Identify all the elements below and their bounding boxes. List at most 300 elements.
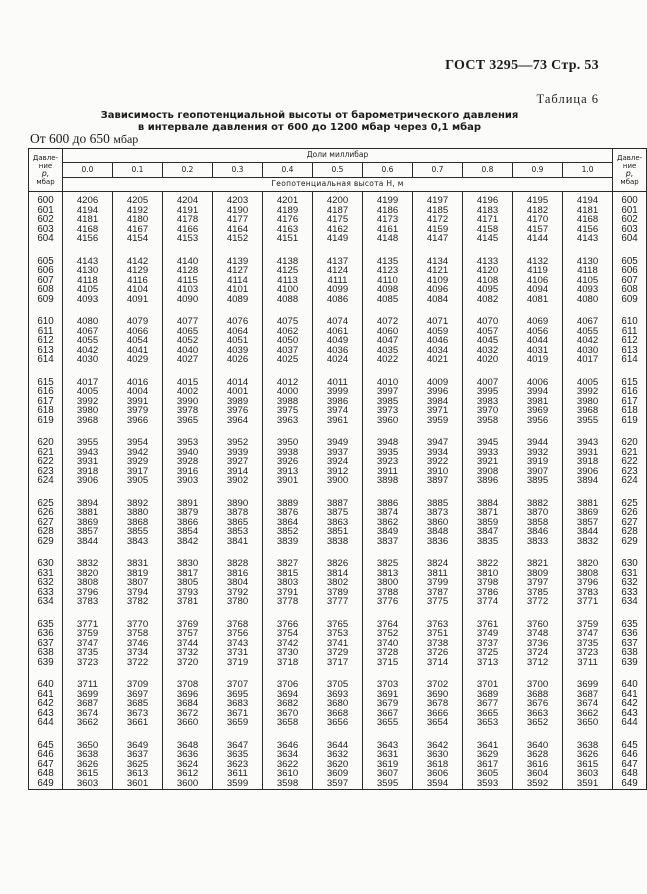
height-cell: 3898 (363, 476, 413, 486)
table-row (29, 476, 647, 486)
pressure-header-symbol: p, (41, 169, 50, 178)
height-cell: 3711 (563, 658, 613, 668)
pressure-cell: 603 (613, 225, 647, 235)
height-cell: 4093 (63, 295, 113, 305)
height-cell: 4086 (313, 295, 363, 305)
height-cell: 3591 (563, 779, 613, 790)
height-cell: 4009 (413, 365, 463, 388)
pressure-cell: 611 (613, 327, 647, 337)
height-cell: 4189 (263, 206, 313, 216)
height-cell: 3660 (163, 718, 213, 728)
height-cell: 4076 (213, 304, 263, 327)
height-cell: 3741 (313, 639, 363, 649)
height-cell: 3691 (363, 690, 413, 700)
height-cell: 4088 (263, 295, 313, 305)
height-cell: 3757 (163, 629, 213, 639)
height-cell: 3980 (63, 406, 113, 416)
height-cell: 4045 (463, 336, 513, 346)
pressure-cell: 645 (29, 728, 63, 751)
range-text: От 600 до 650 (30, 131, 110, 146)
height-cell: 3968 (63, 416, 113, 426)
height-cell: 3821 (513, 546, 563, 569)
height-cell: 4138 (263, 244, 313, 267)
height-cell: 3828 (213, 546, 263, 569)
height-cell: 3775 (413, 597, 463, 607)
height-cell: 3807 (113, 578, 163, 588)
pressure-cell: 623 (29, 467, 63, 477)
height-cell: 4163 (263, 225, 313, 235)
height-cell: 4064 (213, 327, 263, 337)
height-cell: 3768 (213, 607, 263, 630)
height-cell: 4194 (63, 206, 113, 216)
caption-line-1: Зависимость геопотенциальной высоты от барометрического давления (100, 110, 519, 121)
height-cell: 3943 (563, 425, 613, 448)
pressure-cell: 608 (613, 285, 647, 295)
height-cell: 3995 (463, 387, 513, 397)
pressure-cell: 646 (613, 750, 647, 760)
height-cell: 3988 (263, 397, 313, 407)
height-cell: 4027 (163, 355, 213, 365)
fraction-header-cell: 0.1 (113, 163, 163, 178)
pressure-cell: 619 (613, 416, 647, 426)
height-cell: 3956 (513, 416, 563, 426)
height-cell: 4059 (413, 327, 463, 337)
height-cell: 3654 (413, 718, 463, 728)
height-cell: 3599 (213, 779, 263, 790)
height-cell: 4052 (163, 336, 213, 346)
height-cell: 4000 (263, 387, 313, 397)
height-cell: 3706 (263, 667, 313, 690)
fraction-header-cell: 0.6 (363, 163, 413, 178)
height-cell: 3830 (163, 546, 213, 569)
height-cell: 3715 (363, 658, 413, 668)
height-cell: 4056 (513, 327, 563, 337)
pressure-cell: 647 (613, 760, 647, 770)
pressure-cell: 632 (613, 578, 647, 588)
height-cell: 4104 (113, 285, 163, 295)
pressure-cell: 609 (29, 295, 63, 305)
height-cell: 3778 (263, 597, 313, 607)
pressure-cell: 638 (613, 648, 647, 658)
height-cell: 3890 (213, 486, 263, 509)
pressure-header-unit: мбар (620, 178, 639, 186)
fraction-header-cell: 0.0 (63, 163, 113, 178)
fractions-row (29, 163, 647, 178)
height-cell: 4168 (563, 215, 613, 225)
pressure-cell: 629 (29, 537, 63, 547)
height-cell: 3961 (313, 416, 363, 426)
height-cell: 3703 (363, 667, 413, 690)
height-cell: 4005 (63, 387, 113, 397)
fraction-header-cell: 1.0 (563, 163, 613, 178)
height-cell: 3702 (413, 667, 463, 690)
pressure-cell: 618 (613, 406, 647, 416)
height-cell: 3826 (313, 546, 363, 569)
pressure-cell: 601 (613, 206, 647, 216)
height-cell: 3848 (413, 527, 463, 537)
pressure-cell: 607 (29, 276, 63, 286)
pressure-cell: 612 (29, 336, 63, 346)
height-cell: 3944 (513, 425, 563, 448)
pressure-cell: 606 (613, 266, 647, 276)
height-cell: 4130 (63, 266, 113, 276)
height-cell: 4065 (163, 327, 213, 337)
height-cell: 3759 (63, 629, 113, 639)
height-cell: 4181 (63, 215, 113, 225)
height-cell: 3653 (463, 718, 513, 728)
pressure-cell: 615 (29, 365, 63, 388)
table-row (29, 244, 647, 267)
height-cell: 3891 (163, 486, 213, 509)
height-cell: 3594 (413, 779, 463, 790)
height-cell: 3630 (413, 750, 463, 760)
height-cell: 3860 (413, 518, 463, 528)
height-cell: 3791 (263, 588, 313, 598)
height-cell: 3593 (463, 779, 513, 790)
table-row (29, 658, 647, 668)
height-cell: 3796 (63, 588, 113, 598)
height-cell: 3731 (213, 648, 263, 658)
height-cell: 3650 (63, 728, 113, 751)
pressure-cell: 605 (613, 244, 647, 267)
height-cell: 3954 (113, 425, 163, 448)
height-cell: 4080 (63, 304, 113, 327)
pressure-cell: 624 (29, 476, 63, 486)
height-cell: 3996 (413, 387, 463, 397)
height-cell: 3979 (113, 406, 163, 416)
height-cell: 4158 (463, 225, 513, 235)
height-cell: 3847 (463, 527, 513, 537)
height-cell: 4055 (63, 336, 113, 346)
pressure-cell: 626 (613, 508, 647, 518)
height-cell: 4024 (313, 355, 363, 365)
pressure-cell: 630 (29, 546, 63, 569)
height-cell: 3635 (213, 750, 263, 760)
height-cell: 3822 (463, 546, 513, 569)
fraction-header-cell: 0.7 (413, 163, 463, 178)
height-cell: 3864 (263, 518, 313, 528)
table-row (29, 355, 647, 365)
pressure-cell: 644 (29, 718, 63, 728)
height-cell: 4133 (463, 244, 513, 267)
pressure-cell: 639 (29, 658, 63, 668)
height-cell: 4040 (163, 346, 213, 356)
height-cell: 3682 (263, 699, 313, 709)
height-cell: 4201 (263, 192, 313, 206)
height-cell: 4039 (213, 346, 263, 356)
height-cell: 3650 (563, 718, 613, 728)
pressure-cell: 626 (29, 508, 63, 518)
height-cell: 3601 (113, 779, 163, 790)
height-cell: 3663 (513, 709, 563, 719)
height-cell: 3907 (513, 467, 563, 477)
height-cell: 3931 (63, 457, 113, 467)
height-cell: 3764 (363, 607, 413, 630)
height-cell: 4128 (163, 266, 213, 276)
pressure-cell: 637 (29, 639, 63, 649)
height-cell: 4203 (213, 192, 263, 206)
height-cell: 3610 (263, 769, 313, 779)
pressure-cell: 636 (613, 629, 647, 639)
height-cell: 4105 (63, 285, 113, 295)
height-cell: 4025 (263, 355, 313, 365)
height-cell: 4091 (113, 295, 163, 305)
height-cell: 4119 (513, 266, 563, 276)
height-cell: 3943 (63, 448, 113, 458)
height-cell: 4030 (563, 346, 613, 356)
pressure-cell: 616 (29, 387, 63, 397)
height-cell: 4123 (363, 266, 413, 276)
height-cell: 3592 (513, 779, 563, 790)
height-cell: 3771 (63, 607, 113, 630)
height-cell: 3863 (313, 518, 363, 528)
height-cell: 3794 (113, 588, 163, 598)
height-cell: 3919 (513, 457, 563, 467)
height-cell: 3927 (213, 457, 263, 467)
height-cell: 4205 (113, 192, 163, 206)
pressure-cell: 621 (613, 448, 647, 458)
height-cell: 3974 (313, 406, 363, 416)
height-cell: 3636 (163, 750, 213, 760)
height-cell: 3713 (463, 658, 513, 668)
pressure-cell: 636 (29, 629, 63, 639)
height-cell: 3844 (563, 527, 613, 537)
height-cell: 3929 (113, 457, 163, 467)
height-cell: 3903 (163, 476, 213, 486)
height-cell: 3709 (113, 667, 163, 690)
height-cell: 3667 (363, 709, 413, 719)
height-cell: 3603 (563, 769, 613, 779)
height-cell: 3825 (363, 546, 413, 569)
height-cell: 3674 (63, 709, 113, 719)
height-cell: 4172 (413, 215, 463, 225)
height-cell: 4206 (63, 192, 113, 206)
height-cell: 3991 (113, 397, 163, 407)
height-cell: 3873 (413, 508, 463, 518)
height-cell: 4077 (163, 304, 213, 327)
height-cell: 3723 (563, 648, 613, 658)
pressure-cell: 610 (613, 304, 647, 327)
height-cell: 3743 (213, 639, 263, 649)
height-cell: 3761 (463, 607, 513, 630)
height-cell: 3689 (463, 690, 513, 700)
height-cell: 4109 (413, 276, 463, 286)
height-cell: 3952 (213, 425, 263, 448)
height-cell: 3748 (513, 629, 563, 639)
height-cell: 3820 (563, 546, 613, 569)
height-cell: 3989 (213, 397, 263, 407)
height-cell: 4090 (163, 295, 213, 305)
height-cell: 3874 (363, 508, 413, 518)
height-cell: 3723 (63, 658, 113, 668)
height-cell: 4049 (313, 336, 363, 346)
height-cell: 3628 (513, 750, 563, 760)
height-cell: 4004 (113, 387, 163, 397)
height-cell: 3824 (413, 546, 463, 569)
height-cell: 3746 (113, 639, 163, 649)
height-cell: 3700 (513, 667, 563, 690)
height-cell: 3859 (463, 518, 513, 528)
height-cell: 3699 (563, 667, 613, 690)
table-row (29, 416, 647, 426)
height-cell: 4037 (263, 346, 313, 356)
height-cell: 3918 (563, 457, 613, 467)
height-cell: 3953 (163, 425, 213, 448)
height-cell: 4185 (413, 206, 463, 216)
pressure-cell: 649 (29, 779, 63, 790)
height-cell: 4177 (213, 215, 263, 225)
pressure-cell: 608 (29, 285, 63, 295)
height-cell: 3611 (213, 769, 263, 779)
height-cell: 4182 (513, 206, 563, 216)
height-cell: 4050 (263, 336, 313, 346)
height-cell: 3846 (513, 527, 563, 537)
height-cell: 3905 (113, 476, 163, 486)
pressure-cell: 620 (29, 425, 63, 448)
height-cell: 4171 (463, 215, 513, 225)
height-cell: 4166 (163, 225, 213, 235)
height-cell: 4020 (463, 355, 513, 365)
height-cell: 4129 (113, 266, 163, 276)
height-cell: 3771 (563, 597, 613, 607)
height-cell: 4007 (463, 365, 513, 388)
height-cell: 4032 (463, 346, 513, 356)
height-cell: 4144 (513, 234, 563, 244)
pressure-cell: 633 (29, 588, 63, 598)
height-cell: 3671 (213, 709, 263, 719)
height-cell: 3684 (163, 699, 213, 709)
height-cell: 4180 (113, 215, 163, 225)
height-cell: 4042 (563, 336, 613, 346)
height-cell: 3598 (263, 779, 313, 790)
height-cell: 3942 (113, 448, 163, 458)
height-cell: 3876 (263, 508, 313, 518)
height-cell: 4060 (363, 327, 413, 337)
height-cell: 3843 (113, 537, 163, 547)
pressure-cell: 623 (613, 467, 647, 477)
height-cell: 3857 (563, 518, 613, 528)
height-cell: 4125 (263, 266, 313, 276)
height-cell: 3836 (413, 537, 463, 547)
height-cell: 3699 (63, 690, 113, 700)
pressure-cell: 633 (613, 588, 647, 598)
table-row (29, 718, 647, 728)
pressure-header-left (29, 149, 63, 192)
height-cell: 3668 (313, 709, 363, 719)
height-cell: 3960 (363, 416, 413, 426)
height-cell: 3968 (563, 406, 613, 416)
pressure-cell: 606 (29, 266, 63, 276)
height-cell: 3950 (263, 425, 313, 448)
height-cell: 3832 (563, 537, 613, 547)
height-cell: 3900 (313, 476, 363, 486)
pressure-cell: 638 (29, 648, 63, 658)
height-cell: 3666 (413, 709, 463, 719)
pressure-cell: 643 (29, 709, 63, 719)
height-cell: 3747 (563, 629, 613, 639)
height-cell: 3662 (63, 718, 113, 728)
height-cell: 4105 (563, 276, 613, 286)
pressure-cell: 604 (613, 234, 647, 244)
pressure-cell: 646 (29, 750, 63, 760)
height-cell: 3871 (463, 508, 513, 518)
pressure-header-unit: мбар (36, 178, 55, 186)
height-cell: 3783 (63, 597, 113, 607)
height-cell: 3720 (163, 658, 213, 668)
pressure-cell: 635 (613, 607, 647, 630)
pressure-cell: 603 (29, 225, 63, 235)
height-cell: 3992 (563, 387, 613, 397)
height-cell: 3969 (513, 406, 563, 416)
height-cell: 3837 (363, 537, 413, 547)
height-cell: 3683 (213, 699, 263, 709)
height-cell: 3965 (163, 416, 213, 426)
height-cell: 4118 (63, 276, 113, 286)
height-cell: 3772 (513, 597, 563, 607)
height-cell: 4079 (113, 304, 163, 327)
height-cell: 4168 (63, 225, 113, 235)
height-cell: 3966 (113, 416, 163, 426)
height-cell: 3798 (463, 578, 513, 588)
table-row (29, 728, 647, 751)
pressure-cell: 600 (29, 192, 63, 206)
height-cell: 4137 (313, 244, 363, 267)
height-cell: 3665 (463, 709, 513, 719)
pressure-cell: 627 (613, 518, 647, 528)
height-cell: 3734 (113, 648, 163, 658)
height-cell: 3792 (213, 588, 263, 598)
height-cell: 3947 (413, 425, 463, 448)
height-cell: 3787 (413, 588, 463, 598)
height-cell: 3735 (563, 639, 613, 649)
height-cell: 4145 (463, 234, 513, 244)
height-cell: 4035 (363, 346, 413, 356)
height-cell: 4161 (363, 225, 413, 235)
pressure-cell: 616 (613, 387, 647, 397)
height-cell: 3729 (313, 648, 363, 658)
pressure-cell: 612 (613, 336, 647, 346)
fraction-header-cell: 0.2 (163, 163, 213, 178)
height-cell: 3783 (563, 588, 613, 598)
height-cell: 3813 (363, 569, 413, 579)
height-cell: 3886 (363, 486, 413, 509)
height-cell: 4195 (513, 192, 563, 206)
pressure-cell: 634 (29, 597, 63, 607)
height-cell: 3600 (163, 779, 213, 790)
pressure-cell: 625 (613, 486, 647, 509)
height-cell: 3662 (563, 709, 613, 719)
height-cell: 3897 (413, 476, 463, 486)
height-cell: 3838 (313, 537, 363, 547)
height-cell: 3737 (463, 639, 513, 649)
height-cell: 3894 (63, 486, 113, 509)
height-cell: 3695 (213, 690, 263, 700)
caption-line-2: в интервале давления от 600 до 1200 мбар через 0,1 мбар (137, 122, 482, 133)
height-cell: 4047 (363, 336, 413, 346)
height-cell: 3963 (263, 416, 313, 426)
height-cell: 3752 (363, 629, 413, 639)
height-cell: 3603 (63, 779, 113, 790)
height-cell: 3933 (463, 448, 513, 458)
height-cell: 3685 (113, 699, 163, 709)
pressure-cell: 605 (29, 244, 63, 267)
height-cell: 3809 (513, 569, 563, 579)
height-cell: 3862 (363, 518, 413, 528)
height-cell: 3887 (313, 486, 363, 509)
height-cell: 4149 (313, 234, 363, 244)
height-cell: 3802 (313, 578, 363, 588)
height-cell: 3945 (463, 425, 513, 448)
